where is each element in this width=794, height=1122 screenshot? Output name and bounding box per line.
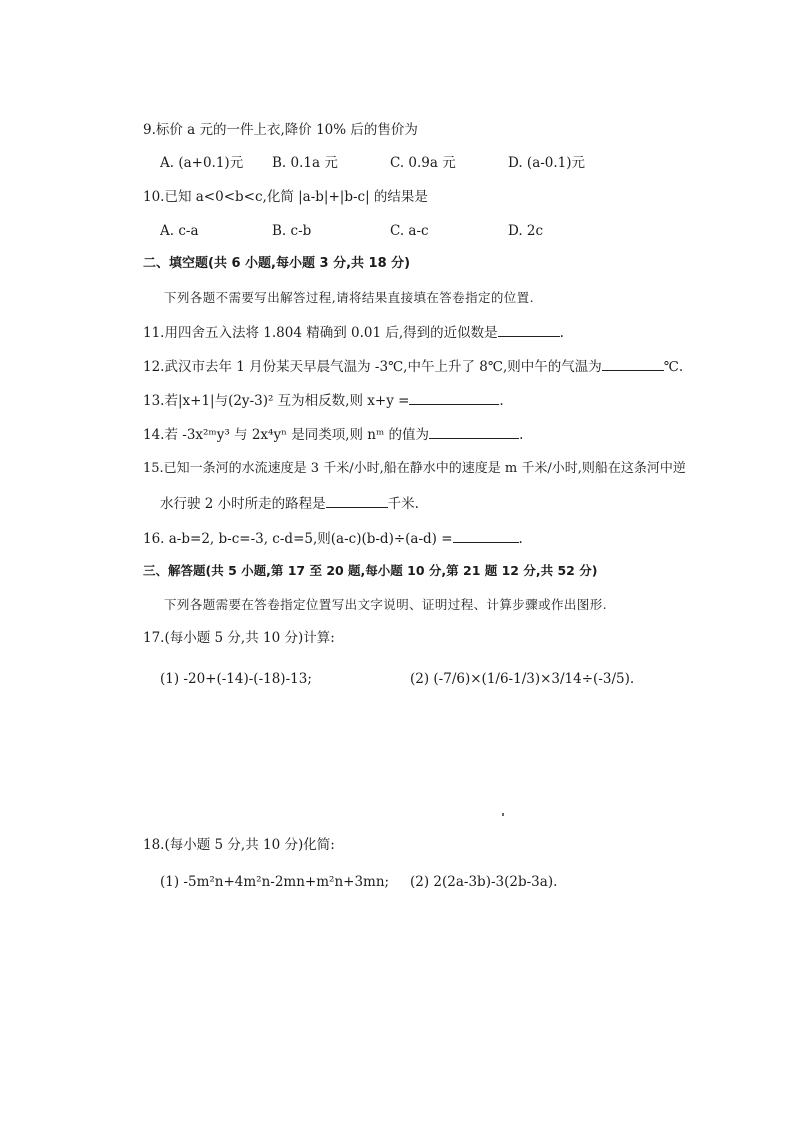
question-12-answer-blank: [602, 357, 664, 371]
question-10-option-d: D. 2c: [508, 223, 544, 239]
question-13-answer-blank: [409, 391, 499, 405]
question-13: [143, 391, 504, 410]
question-14-text: 14.若 -3x²ᵐy³ 与 2x⁴yⁿ 是同类项,则 nᵐ 的值为: [143, 427, 430, 443]
question-9-option-c: C. 0.9a 元: [390, 155, 456, 171]
question-9-option-d: D. (a-0.1)元: [508, 155, 586, 171]
question-16-answer-blank: [453, 529, 519, 543]
question-10-option-a: A. c-a: [160, 223, 199, 239]
question-13-tail: .: [499, 393, 504, 409]
question-16-tail: .: [518, 531, 523, 547]
question-16: [143, 529, 523, 548]
question-12-text: 12.武汉市去年 1 月份某天早晨气温为 -3℃,中午上升了 8℃,则中午的气温为: [143, 359, 602, 375]
question-11-tail: .: [559, 325, 564, 341]
question-10-stem: 10.已知 a<0<b<c,化简 |a-b|+|b-c| 的结果是: [143, 189, 428, 205]
question-14: [143, 425, 523, 444]
question-9-option-a: A. (a+0.1)元: [160, 155, 244, 171]
question-17-part-2: (2) (-7/6)×(1/6-1/3)×3/14÷(-3/5).: [410, 671, 635, 687]
question-15-answer-blank: [326, 494, 388, 508]
question-10-option-c: C. a-c: [390, 223, 429, 239]
question-14-answer-blank: [429, 425, 519, 439]
question-15-line-2: [160, 494, 419, 513]
question-15-line-1: 15.已知一条河的水流速度是 3 千米/小时,船在静水中的速度是 m 千米/小时,则船在这条河中逆: [143, 461, 686, 476]
question-11-answer-blank: [498, 323, 560, 337]
section-3-instruction: 下列各题需要在答卷指定位置写出文字说明、证明过程、计算步骤或作出图形.: [164, 597, 607, 612]
question-13-text: 13.若|x+1|与(2y-3)² 互为相反数,则 x+y =: [143, 393, 410, 409]
question-11: [143, 323, 564, 342]
question-15-text: 水行驶 2 小时所走的路程是: [160, 496, 326, 512]
section-3-heading: 三、解答题(共 5 小题,第 17 至 20 题,每小题 10 分,第 21 题 12 分,共 52 分): [143, 563, 598, 578]
question-14-tail: .: [519, 427, 524, 443]
section-2-instruction: 下列各题不需要写出解答过程,请将结果直接填在答卷指定的位置.: [164, 290, 534, 305]
question-10-option-b: B. c-b: [272, 223, 312, 239]
question-12-tail: ℃.: [663, 359, 684, 375]
question-9-option-b: B. 0.1a 元: [272, 155, 338, 171]
question-17-part-1: (1) -20+(-14)-(-18)-13;: [160, 671, 312, 687]
scan-speck: [502, 813, 504, 816]
question-18-part-1: (1) -5m²n+4m²n-2mn+m²n+3mn;: [160, 874, 390, 890]
question-15-tail: 千米.: [387, 496, 419, 512]
question-18-stem: 18.(每小题 5 分,共 10 分)化简:: [143, 837, 335, 853]
question-18-part-2: (2) 2(2a-3b)-3(2b-3a).: [410, 874, 558, 890]
question-11-text: 11.用四舍五入法将 1.804 精确到 0.01 后,得到的近似数是: [143, 325, 498, 341]
section-2-heading: 二、填空题(共 6 小题,每小题 3 分,共 18 分): [143, 256, 411, 271]
question-12: [143, 357, 683, 376]
question-17-stem: 17.(每小题 5 分,共 10 分)计算:: [143, 630, 335, 646]
question-16-text: 16. a-b=2, b-c=-3, c-d=5,则(a-c)(b-d)÷(a-d) =: [143, 531, 453, 547]
question-9-stem: 9.标价 a 元的一件上衣,降价 10% 后的售价为: [143, 122, 418, 138]
